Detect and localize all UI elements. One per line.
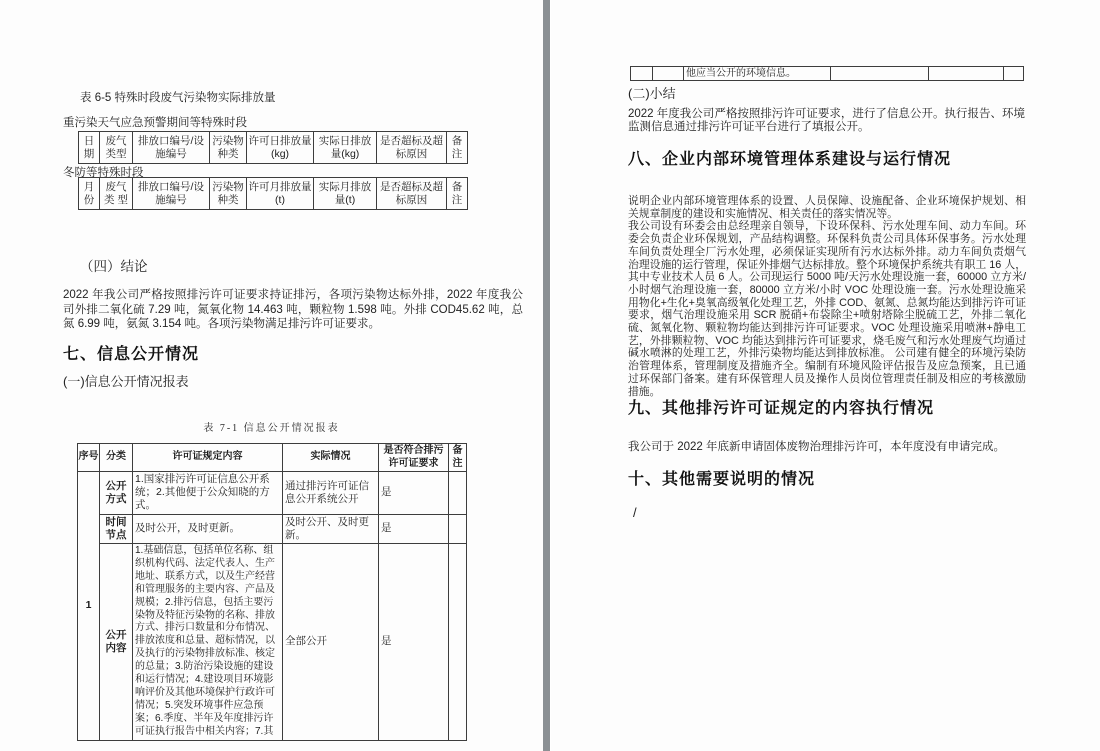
table-header-row: [79, 178, 468, 210]
col-outlet-id: 排放口编号/设施编号: [133, 178, 210, 210]
cell-compliant: [929, 67, 1004, 81]
special-period-2-label: 冬防等特殊时段: [63, 167, 144, 179]
cell-required: 他应当公开的环境信息。: [684, 67, 831, 81]
col-note: 备注: [447, 132, 468, 164]
cell-compliant: 是: [379, 544, 449, 741]
cell-actual: 全部公开: [283, 544, 379, 741]
cell-actual: 通过排污许可证信息公开系统公开: [283, 472, 379, 515]
cell-index: [631, 67, 653, 81]
page-left: [0, 0, 543, 751]
section-8-body-paragraph: 我公司设有环委会由总经理亲自领导，下设环保科、污水处理车间、动力车间。环委会负责企业环保规划，产品结构调整。环保科负责公司具体环保事务。污水处理车间负责处理全厂污水处理，必须保证实现所有污水达标外排。动力车间负责烟气治理设施的运行管理，保证外排烟气达标排放。整个环境保护系统共有职工 16 人，其中专业技术人员 6 人。公司现运行 5000 吨/天污水处理设施一套，60000 立方米/小时烟气治理设施一套，80000 立方米/小时 VOC 处理设施一套。污水处理设施采用物化+生化+臭氧高级氧化处理工艺，外排 COD、氨氮、总氮均能达到排污许可证要求，烟气治理设施采用 SCR 脱硝+布袋除尘+喷射塔除尘脱硫工艺，外排二氧化硫、氮氧化物、颗粒物均能达到排污许可证要求。VOC 处理设施采用喷淋+静电工艺，外排颗粒物、VOC 均能达到排污许可证要求，烧毛废气和污水处理废气均通过碱水喷淋的处理工艺，外排污染物均能达到排放标准。 公司建有健全的环境污染防治管理体系，管理制度及措施齐全。编制有环境风险评估报告及应急预案，且已通过环保部门备案。建有环保管理人员及操作人员岗位管理责任制及相应的考核激励措施。: [628, 220, 1026, 398]
cell-required: 1.国家排污许可证信息公开系统；2.其他便于公众知晓的方式。: [133, 472, 283, 515]
section-8-heading: 八、企业内部环境管理体系建设与运行情况: [628, 151, 952, 168]
cell-note: [1004, 67, 1024, 81]
col-note: 备注: [447, 178, 468, 210]
cell-compliant: 是: [379, 472, 449, 515]
conclusion-heading: （四）结论: [80, 259, 148, 274]
col-month: 月份: [79, 178, 100, 210]
cell-required: 及时公开，及时更新。: [133, 514, 283, 543]
cell-category: 时间 节点: [100, 514, 133, 543]
table-header-row: [79, 132, 468, 164]
conclusion-paragraph: 2022 年我公司严格按照排污许可证要求持证排污，各项污染物达标外排，2022 年度我公司外排二氧化硫 7.29 吨，氮氧化物 14.463 吨，颗粒物 1.598 吨。外排 COD45.62 吨，总氮 6.99 吨，氨氮 3.154 吨。各项污染物满足排污许可证要求。: [63, 289, 523, 331]
cell-compliant: 是: [379, 514, 449, 543]
cell-note: [449, 514, 467, 543]
cell-actual: [831, 67, 929, 81]
table-continuation-wrap: [630, 66, 1023, 81]
col-gas-type: 废气类 型: [100, 178, 133, 210]
section-8-intro-paragraph: 说明企业内部环境管理体系的设置、人员保障、设施配备、企业环境保护规划、相关规章制度的建设和实施情况、相关责任的落实情况等。: [628, 195, 1026, 220]
cell-category: 公开 内容: [100, 544, 133, 741]
monthly-emission-table: [78, 177, 468, 210]
col-index: 序号: [78, 444, 100, 472]
info-disclosure-table-wrap: [77, 443, 466, 741]
table-row: [631, 67, 1024, 81]
col-pollutant: 污染物种类: [210, 132, 247, 164]
table-row: [78, 544, 467, 741]
col-permitted-daily: 许可日排放量(kg): [247, 132, 314, 164]
col-pollutant: 污染物种类: [210, 178, 247, 210]
table-continuation-row: [630, 66, 1024, 81]
special-period-1-label: 重污染天气应急预警期间等特殊时段: [63, 117, 247, 129]
summary-heading: (二)小结: [628, 86, 676, 101]
section-10-heading: 十、其他需要说明的情况: [628, 471, 816, 488]
cell-row-number: 1: [78, 472, 100, 741]
daily-emission-table: [78, 131, 468, 164]
section-9-heading: 九、其他排污许可证规定的内容执行情况: [628, 400, 935, 417]
section-10-placeholder: /: [633, 505, 637, 520]
col-compliance: 是否符合排污许可证要求: [379, 444, 449, 472]
table-row: [78, 514, 467, 543]
col-date: 日期: [79, 132, 100, 164]
table-6-5-caption: 表 6-5 特殊时段废气污染物实际排放量: [80, 92, 276, 104]
section-7-1-subheading: (一)信息公开情况报表: [63, 374, 189, 389]
table-row: [78, 472, 467, 515]
table-header-row: [78, 444, 467, 472]
cell-actual: 及时公开、及时更新。: [283, 514, 379, 543]
col-actual-situation: 实际情况: [283, 444, 379, 472]
section-7-heading: 七、信息公开情况: [63, 346, 200, 363]
col-actual-daily: 实际日排放量(kg): [314, 132, 377, 164]
col-note: 备注: [449, 444, 467, 472]
col-permit-content: 许可证规定内容: [133, 444, 283, 472]
cell-note: [449, 472, 467, 515]
monthly-emission-table-wrap: [78, 177, 467, 210]
col-exceed-reason: 是否超标及超标原因: [377, 132, 447, 164]
cell-category: 公开 方式: [100, 472, 133, 515]
page-right: [551, 0, 1100, 751]
daily-emission-table-wrap: [78, 131, 467, 164]
col-gas-type: 废气类型: [100, 132, 133, 164]
col-exceed-reason: 是否超标及超标原因: [377, 178, 447, 210]
col-outlet-id: 排放口编号/设施编号: [133, 132, 210, 164]
col-category: 分类: [100, 444, 133, 472]
info-disclosure-table: [77, 443, 467, 741]
page-gap-divider: [543, 0, 550, 751]
cell-required: 1.基础信息，包括单位名称、组织机构代码、法定代表人、生产地址、联系方式，以及生产经营和管理服务的主要内容、产品及规模；2.排污信息，包括主要污染物及特征污染物的名称、排放方式、排污口数量和分布情况、排放浓度和总量、超标情况，以及执行的污染物排放标准、核定的总量；3.防治污染设施的建设和运行情况；4.建设项目环境影响评价及其他环境保护行政许可情况；5.突发环境事件应急预案；6.季度、半年及年度排污许可证执行报告中相关内容；7.其: [133, 544, 283, 741]
table-7-1-caption: 表 7-1 信息公开情况报表: [203, 423, 340, 434]
section-9-paragraph: 我公司于 2022 年底新申请固体废物治理排污许可，本年度没有申请完成。: [628, 441, 1005, 453]
section-8-body-wrap: [628, 195, 1026, 398]
col-actual-monthly: 实际月排放量(t): [314, 178, 377, 210]
col-permitted-monthly: 许可月排放量(t): [247, 178, 314, 210]
cell-note: [449, 544, 467, 741]
cell-category: [653, 67, 684, 81]
summary-paragraph: 2022 年度我公司严格按照排污许可证要求，进行了信息公开。执行报告、环境监测信息通过排污许可证平台进行了填报公开。: [628, 108, 1025, 134]
